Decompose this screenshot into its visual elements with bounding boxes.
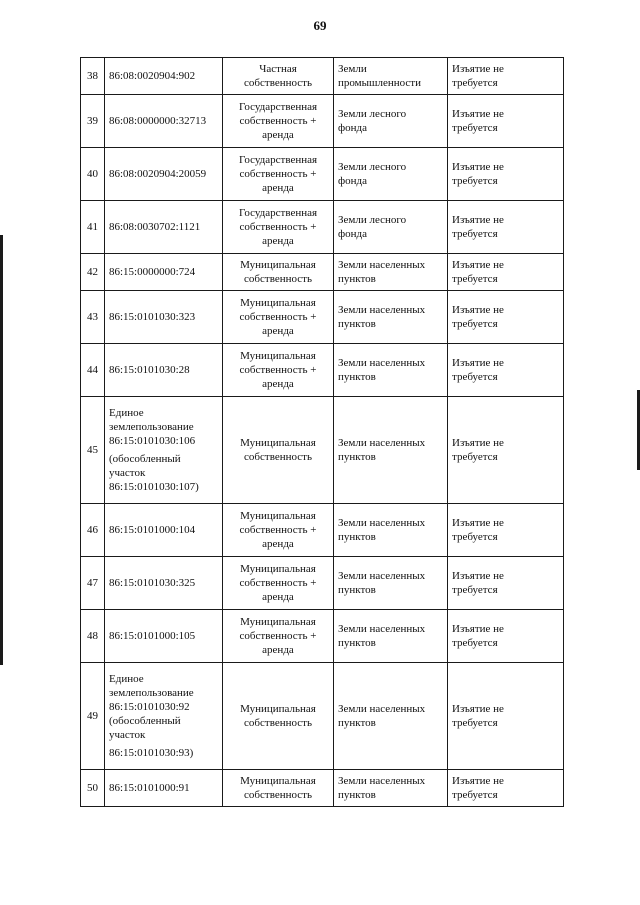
withdrawal-status-cell bbox=[448, 610, 564, 663]
row-number-cell: 42 bbox=[81, 254, 105, 291]
land-category-cell bbox=[334, 254, 448, 291]
withdrawal-status-cell bbox=[448, 148, 564, 201]
ownership-cell bbox=[223, 663, 334, 770]
table-row bbox=[81, 95, 564, 148]
scan-edge-mark-left bbox=[0, 235, 3, 665]
row-number-cell: 50 bbox=[81, 770, 105, 807]
cell-text-line: 86:15:0101000:91 bbox=[109, 782, 190, 794]
cadastral-number-cell bbox=[105, 148, 223, 201]
cell-text-line: 86:15:0101000:104 bbox=[109, 524, 196, 536]
cell-text-line: фонда bbox=[338, 175, 367, 187]
land-category-cell bbox=[334, 58, 448, 95]
cell-text-line: участок bbox=[109, 729, 146, 741]
ownership-cell bbox=[223, 504, 334, 557]
row-number-cell: 47 bbox=[81, 557, 105, 610]
cell-text-line: 86:15:0101030:323 bbox=[109, 311, 196, 323]
ownership-cell bbox=[223, 254, 334, 291]
ownership-cell bbox=[223, 148, 334, 201]
cell-text-line: 86:15:0101030:107) bbox=[109, 481, 199, 493]
cell-text-line: собственность + bbox=[239, 577, 317, 589]
cell-text-line: участок bbox=[109, 467, 146, 479]
withdrawal-status-cell bbox=[448, 344, 564, 397]
cell-text-line: Земли населенных bbox=[338, 437, 426, 449]
table-row bbox=[81, 557, 564, 610]
cell-text-line: 86:15:0000000:724 bbox=[109, 266, 196, 278]
cell-text-line: Муниципальная bbox=[240, 703, 316, 715]
land-plots-table bbox=[80, 57, 564, 807]
cell-text-line: 86:08:0000000:32713 bbox=[109, 115, 207, 127]
row-number-cell: 43 bbox=[81, 291, 105, 344]
cell-text-line: Земли населенных bbox=[338, 357, 426, 369]
cell-text-line: землепользование bbox=[109, 687, 194, 699]
land-category-cell bbox=[334, 291, 448, 344]
table-row bbox=[81, 201, 564, 254]
cell-text-line: Земли населенных bbox=[338, 259, 426, 271]
cell-text-line: требуется bbox=[452, 175, 498, 187]
cell-text-line: требуется bbox=[452, 451, 498, 463]
cell-text-line: требуется bbox=[452, 584, 498, 596]
cell-text-line: Муниципальная bbox=[240, 616, 316, 628]
cell-text-line: собственность bbox=[244, 77, 312, 89]
cell-text-line: Частная bbox=[259, 63, 297, 75]
land-category-cell bbox=[334, 148, 448, 201]
cadastral-number-cell bbox=[105, 610, 223, 663]
row-number-cell: 40 bbox=[81, 148, 105, 201]
cell-text-line: Земли bbox=[338, 63, 367, 75]
cell-text-line: Изъятие не bbox=[452, 437, 504, 449]
ownership-cell bbox=[223, 557, 334, 610]
cell-text-line: пунктов bbox=[338, 789, 376, 801]
cadastral-number-cell bbox=[105, 770, 223, 807]
land-category-cell bbox=[334, 95, 448, 148]
cell-text-line: Земли лесного bbox=[338, 161, 407, 173]
cell-text-line: 86:15:0101030:106 bbox=[109, 435, 196, 447]
cell-text-line: собственность bbox=[244, 789, 312, 801]
withdrawal-status-cell bbox=[448, 770, 564, 807]
cell-text-line: требуется bbox=[452, 717, 498, 729]
cell-text-line: требуется bbox=[452, 371, 498, 383]
cell-text-line: пунктов bbox=[338, 318, 376, 330]
cell-text-line: Изъятие не bbox=[452, 775, 504, 787]
cell-text-line: 86:08:0020904:20059 bbox=[109, 168, 207, 180]
cell-text-line: 86:08:0020904:902 bbox=[109, 70, 196, 82]
cell-text-line: 86:08:0030702:1121 bbox=[109, 221, 201, 233]
cell-text-line: Земли лесного bbox=[338, 214, 407, 226]
table-row bbox=[81, 344, 564, 397]
withdrawal-status-cell bbox=[448, 663, 564, 770]
table-row bbox=[81, 397, 564, 504]
table-row bbox=[81, 254, 564, 291]
cell-text-line: Единое bbox=[109, 407, 144, 419]
cell-text-line: 86:15:0101030:325 bbox=[109, 577, 196, 589]
land-category-cell bbox=[334, 663, 448, 770]
cell-text-line: аренда bbox=[262, 591, 294, 603]
cell-text-line: Муниципальная bbox=[240, 297, 316, 309]
cell-text-line: Изъятие не bbox=[452, 570, 504, 582]
table-row bbox=[81, 291, 564, 344]
cell-text-line: 86:15:0101030:93) bbox=[109, 747, 194, 759]
cell-text-line: аренда bbox=[262, 325, 294, 337]
page-number: 69 bbox=[313, 18, 327, 33]
land-category-cell bbox=[334, 610, 448, 663]
cell-text-line: Изъятие не bbox=[452, 108, 504, 120]
cell-text-line: Изъятие не bbox=[452, 703, 504, 715]
cell-text-line: Муниципальная bbox=[240, 775, 316, 787]
cell-text-line: Изъятие не bbox=[452, 214, 504, 226]
cell-text-line: пунктов bbox=[338, 531, 376, 543]
cadastral-number-cell bbox=[105, 201, 223, 254]
cell-text-line: требуется bbox=[452, 637, 498, 649]
land-category-cell bbox=[334, 557, 448, 610]
table-row bbox=[81, 770, 564, 807]
cell-text-line: Земли населенных bbox=[338, 775, 426, 787]
cell-text-line: 86:15:0101030:92 bbox=[109, 701, 190, 713]
cell-text-line: собственность bbox=[244, 273, 312, 285]
withdrawal-status-cell bbox=[448, 201, 564, 254]
cell-text-line: Изъятие не bbox=[452, 517, 504, 529]
cell-text-line: Изъятие не bbox=[452, 161, 504, 173]
land-category-cell bbox=[334, 397, 448, 504]
cell-text-line: аренда bbox=[262, 644, 294, 656]
withdrawal-status-cell bbox=[448, 95, 564, 148]
cell-text-line: пунктов bbox=[338, 637, 376, 649]
cell-text-line: Муниципальная bbox=[240, 563, 316, 575]
cadastral-number-cell bbox=[105, 344, 223, 397]
row-number-cell: 46 bbox=[81, 504, 105, 557]
cell-text-line: Муниципальная bbox=[240, 259, 316, 271]
cell-text-line: собственность bbox=[244, 717, 312, 729]
cell-text-line: пунктов bbox=[338, 273, 376, 285]
land-category-cell bbox=[334, 770, 448, 807]
withdrawal-status-cell bbox=[448, 557, 564, 610]
cell-text-line: фонда bbox=[338, 122, 367, 134]
ownership-cell bbox=[223, 291, 334, 344]
cell-text-line: промышленности bbox=[338, 77, 421, 89]
cell-text-line: Государственная bbox=[238, 154, 318, 166]
cadastral-number-cell bbox=[105, 663, 223, 770]
cell-text-line: Единое bbox=[109, 673, 144, 685]
table-row bbox=[81, 610, 564, 663]
row-number-cell: 39 bbox=[81, 95, 105, 148]
ownership-cell bbox=[223, 770, 334, 807]
land-category-cell bbox=[334, 344, 448, 397]
cell-text-line: Изъятие не bbox=[452, 304, 504, 316]
cell-text-line: собственность + bbox=[239, 115, 317, 127]
cell-text-line: требуется bbox=[452, 122, 498, 134]
table-row bbox=[81, 504, 564, 557]
cell-text-line: пунктов bbox=[338, 451, 376, 463]
cell-text-line: Земли населенных bbox=[338, 623, 426, 635]
cadastral-number-cell bbox=[105, 397, 223, 504]
cell-text-line: Изъятие не bbox=[452, 357, 504, 369]
ownership-cell bbox=[223, 344, 334, 397]
cadastral-number-cell bbox=[105, 291, 223, 344]
cell-text-line: Изъятие не bbox=[452, 623, 504, 635]
ownership-cell bbox=[223, 95, 334, 148]
row-number-cell: 41 bbox=[81, 201, 105, 254]
land-category-cell bbox=[334, 201, 448, 254]
cadastral-number-cell bbox=[105, 557, 223, 610]
cell-text-line: Муниципальная bbox=[240, 437, 316, 449]
row-number-cell: 38 bbox=[81, 58, 105, 95]
cell-text-line: Государственная bbox=[238, 207, 318, 219]
cell-text-line: аренда bbox=[262, 538, 294, 550]
withdrawal-status-cell bbox=[448, 254, 564, 291]
table-row bbox=[81, 663, 564, 770]
cell-text-line: требуется bbox=[452, 531, 498, 543]
cell-text-line: Муниципальная bbox=[240, 510, 316, 522]
cell-text-line: собственность + bbox=[239, 630, 317, 642]
row-number-cell: 44 bbox=[81, 344, 105, 397]
cell-text-line: Земли населенных bbox=[338, 304, 426, 316]
row-number-cell: 45 bbox=[81, 397, 105, 504]
cell-text-line: собственность + bbox=[239, 311, 317, 323]
cell-text-line: (обособленный bbox=[109, 715, 181, 727]
cell-text-line: аренда bbox=[262, 378, 294, 390]
cell-text-line: Изъятие не bbox=[452, 259, 504, 271]
cell-text-line: требуется bbox=[452, 789, 498, 801]
cell-text-line: аренда bbox=[262, 235, 294, 247]
cell-text-line: 86:15:0101000:105 bbox=[109, 630, 196, 642]
cell-text-line: фонда bbox=[338, 228, 367, 240]
cell-text-line: Государственная bbox=[238, 101, 318, 113]
cell-text-line: собственность bbox=[244, 451, 312, 463]
cell-text-line: аренда bbox=[262, 129, 294, 141]
withdrawal-status-cell bbox=[448, 291, 564, 344]
cell-text-line: Изъятие не bbox=[452, 63, 504, 75]
cell-text-line: собственность + bbox=[239, 364, 317, 376]
ownership-cell bbox=[223, 201, 334, 254]
cell-text-line: землепользование bbox=[109, 421, 194, 433]
cell-text-line: пунктов bbox=[338, 371, 376, 383]
ownership-cell bbox=[223, 610, 334, 663]
cell-text-line: Земли лесного bbox=[338, 108, 407, 120]
cell-text-line: пунктов bbox=[338, 584, 376, 596]
land-plots-table-body bbox=[81, 58, 564, 807]
cell-text-line: Земли населенных bbox=[338, 570, 426, 582]
ownership-cell bbox=[223, 58, 334, 95]
cell-text-line: требуется bbox=[452, 228, 498, 240]
table-row bbox=[81, 148, 564, 201]
cell-text-line: требуется bbox=[452, 77, 498, 89]
row-number-cell: 49 bbox=[81, 663, 105, 770]
cadastral-number-cell bbox=[105, 504, 223, 557]
withdrawal-status-cell bbox=[448, 397, 564, 504]
cadastral-number-cell bbox=[105, 58, 223, 95]
ownership-cell bbox=[223, 397, 334, 504]
cell-text-line: Земли населенных bbox=[338, 703, 426, 715]
table-row bbox=[81, 58, 564, 95]
row-number-cell: 48 bbox=[81, 610, 105, 663]
cell-text-line: собственность + bbox=[239, 168, 317, 180]
cell-text-line: собственность + bbox=[239, 524, 317, 536]
cell-text-line: (обособленный bbox=[109, 453, 181, 465]
cell-text-line: Муниципальная bbox=[240, 350, 316, 362]
cell-text-line: аренда bbox=[262, 182, 294, 194]
land-category-cell bbox=[334, 504, 448, 557]
withdrawal-status-cell bbox=[448, 504, 564, 557]
cell-text-line: требуется bbox=[452, 273, 498, 285]
cell-text-line: 86:15:0101030:28 bbox=[109, 364, 190, 376]
cell-text-line: требуется bbox=[452, 318, 498, 330]
cell-text-line: пунктов bbox=[338, 717, 376, 729]
withdrawal-status-cell bbox=[448, 58, 564, 95]
cell-text-line: Земли населенных bbox=[338, 517, 426, 529]
cadastral-number-cell bbox=[105, 95, 223, 148]
cell-text-line: собственность + bbox=[239, 221, 317, 233]
cadastral-number-cell bbox=[105, 254, 223, 291]
